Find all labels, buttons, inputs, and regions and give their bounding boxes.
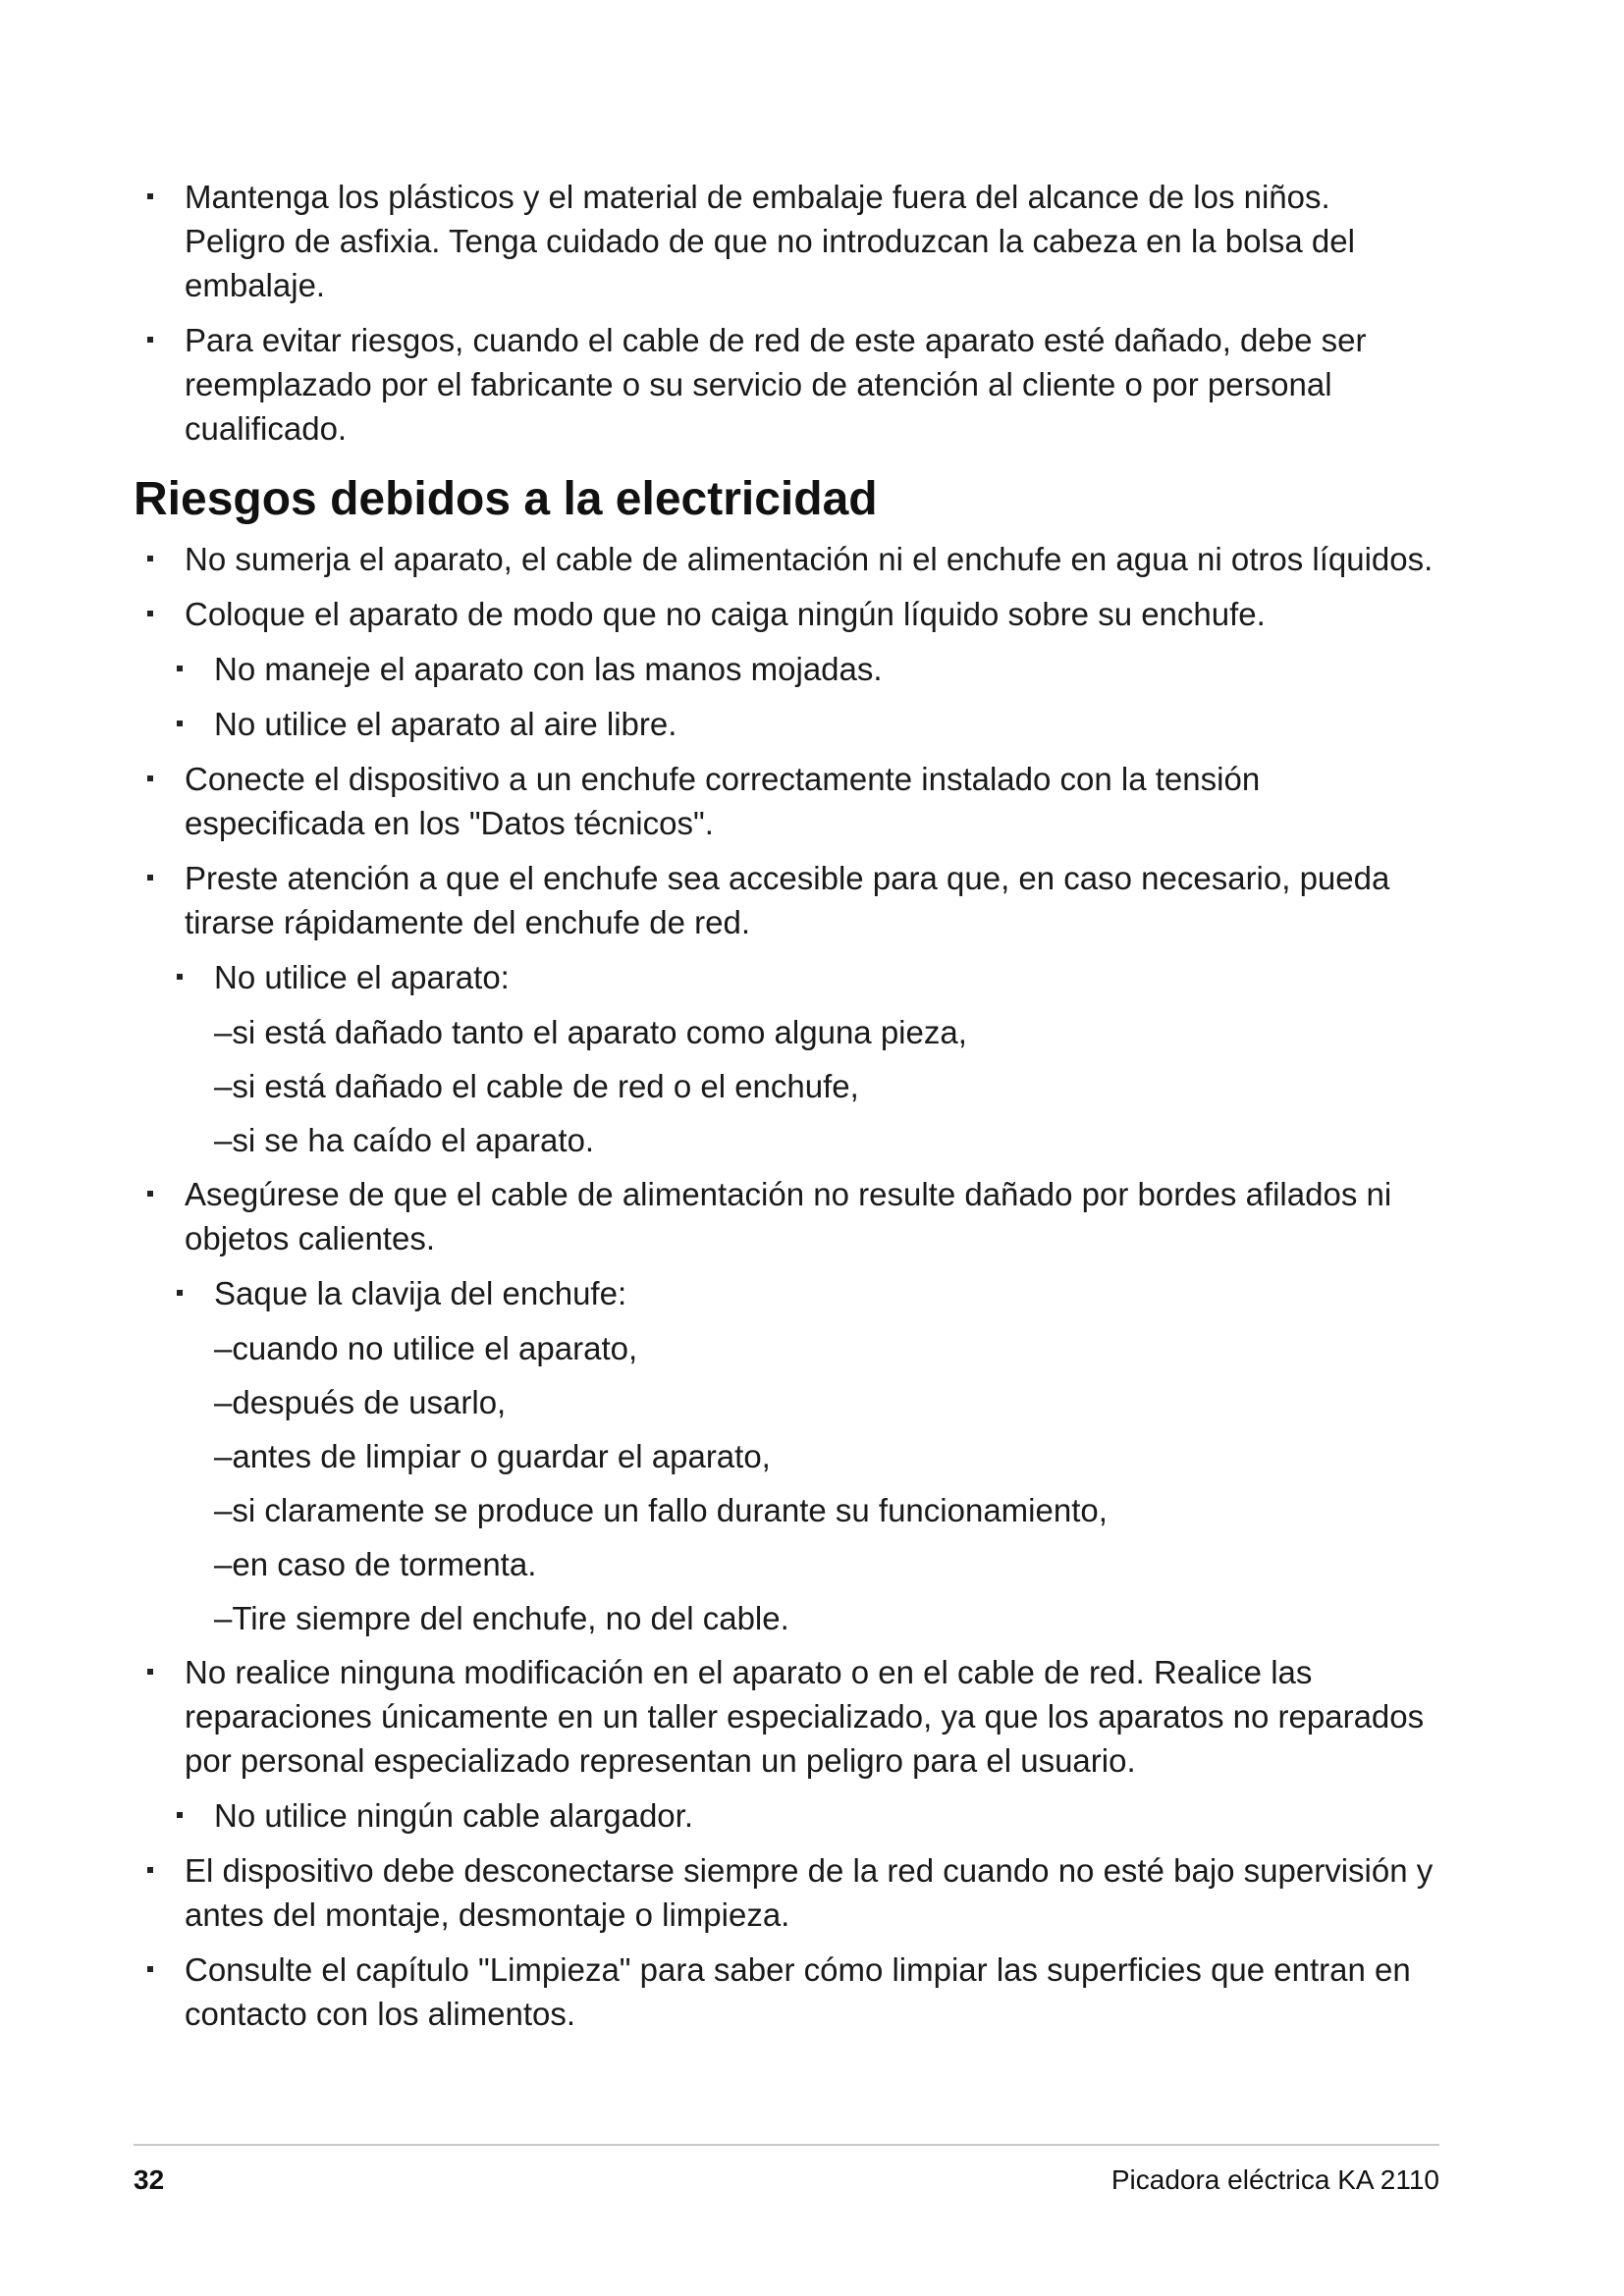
- list-item-text: Para evitar riesgos, cuando el cable de red de este aparato esté dañado, debe ser reemplazado por el fabricante o su servicio de atención al cliente o por personal cualificado.: [185, 322, 1367, 447]
- list-item: [134, 757, 1439, 845]
- sub-item: –cuando no utilice el aparato,: [214, 1330, 638, 1366]
- list-item: [134, 856, 1439, 944]
- list-item: [134, 592, 1439, 636]
- bullet-icon: [147, 337, 153, 343]
- bullet-icon: [177, 974, 183, 980]
- bullet-icon: [177, 1812, 183, 1818]
- list-item: [134, 702, 1439, 746]
- bullet-icon: [147, 556, 153, 561]
- list-item: [134, 1793, 1439, 1838]
- list-item-text: Coloque el aparato de modo que no caiga ningún líquido sobre su enchufe.: [185, 596, 1266, 632]
- sub-item: –Tire siempre del enchufe, no del cable.: [214, 1600, 789, 1636]
- list-item: [134, 1271, 1439, 1315]
- bullet-icon: [177, 721, 183, 726]
- footer-divider: [134, 2144, 1439, 2146]
- sub-item: –en caso de tormenta.: [214, 1546, 537, 1582]
- list-item: [134, 1848, 1439, 1937]
- bullet-icon: [147, 1966, 153, 1972]
- bullet-icon: [177, 666, 183, 671]
- bullet-icon: [147, 875, 153, 881]
- bullet-icon: [147, 775, 153, 781]
- list-item: [134, 1948, 1439, 2036]
- sub-item: –después de usarlo,: [214, 1384, 507, 1420]
- bullet-icon: [147, 1669, 153, 1675]
- page-number: 32: [134, 2164, 165, 2195]
- list-item-text: No maneje el aparato con las manos mojadas.: [214, 651, 883, 687]
- list-item: [134, 318, 1439, 451]
- list-item: [134, 955, 1439, 999]
- list-item-text: Saque la clavija del enchufe:: [214, 1275, 627, 1311]
- list-item-text: Mantenga los plásticos y el material de embalaje fuera del alcance de los niños. Peligro de asfixia. Tenga cuidado de que no introduzcan la cabeza en la bolsa del embalaje.: [185, 179, 1355, 303]
- list-item-text: Consulte el capítulo "Limpieza" para saber cómo limpiar las superficies que entran en contacto con los alimentos.: [185, 1951, 1411, 2032]
- sub-item: –si está dañado tanto el aparato como alguna pieza,: [214, 1014, 967, 1050]
- product-title: Picadora eléctrica KA 2110: [1110, 2164, 1439, 2195]
- sub-item: –si está dañado el cable de red o el enchufe,: [214, 1068, 859, 1104]
- sub-item: –si claramente se produce un fallo durante su funcionamiento,: [214, 1492, 1108, 1528]
- list-item-text: Preste atención a que el enchufe sea accesible para que, en caso necesario, pueda tirarse rápidamente del enchufe de red.: [185, 860, 1390, 940]
- bullet-icon: [147, 611, 153, 616]
- list-item: [134, 647, 1439, 691]
- list-item-text: No utilice ningún cable alargador.: [214, 1797, 693, 1834]
- list-item-text: No utilice el aparato:: [214, 959, 510, 995]
- list-item-text: Asegúrese de que el cable de alimentación no resulte dañado por bordes afilados ni objetos calientes.: [185, 1176, 1392, 1256]
- list-item: [134, 175, 1439, 307]
- list-item-text: No utilice el aparato al aire libre.: [214, 706, 677, 742]
- bullet-icon: [147, 1191, 153, 1197]
- list-item-text: No realice ninguna modificación en el aparato o en el cable de red. Realice las reparaciones únicamente en un taller especializado, ya que los aparatos no reparados por personal especializado representan un peligro para el usuario.: [185, 1654, 1425, 1779]
- bullet-icon: [147, 1867, 153, 1873]
- list-item: [134, 1172, 1439, 1260]
- list-item-text: No sumerja el aparato, el cable de alimentación ni el enchufe en agua ni otros líquidos.: [185, 541, 1434, 577]
- list-item-text: El dispositivo debe desconectarse siempre de la red cuando no esté bajo supervisión y antes del montaje, desmontaje o limpieza.: [185, 1852, 1434, 1933]
- bullet-icon: [147, 193, 153, 199]
- page-content: [134, 175, 1439, 2047]
- bullet-icon: [177, 1290, 183, 1296]
- sub-item: –antes de limpiar o guardar el aparato,: [214, 1438, 771, 1474]
- list-item-text: Conecte el dispositivo a un enchufe correctamente instalado con la tensión especificada en los "Datos técnicos".: [185, 761, 1261, 841]
- sub-item: –si se ha caído el aparato.: [214, 1122, 595, 1158]
- list-item: [134, 537, 1439, 581]
- list-item: [134, 1650, 1439, 1783]
- section-heading: Riesgos debidos a la electricidad: [134, 473, 878, 525]
